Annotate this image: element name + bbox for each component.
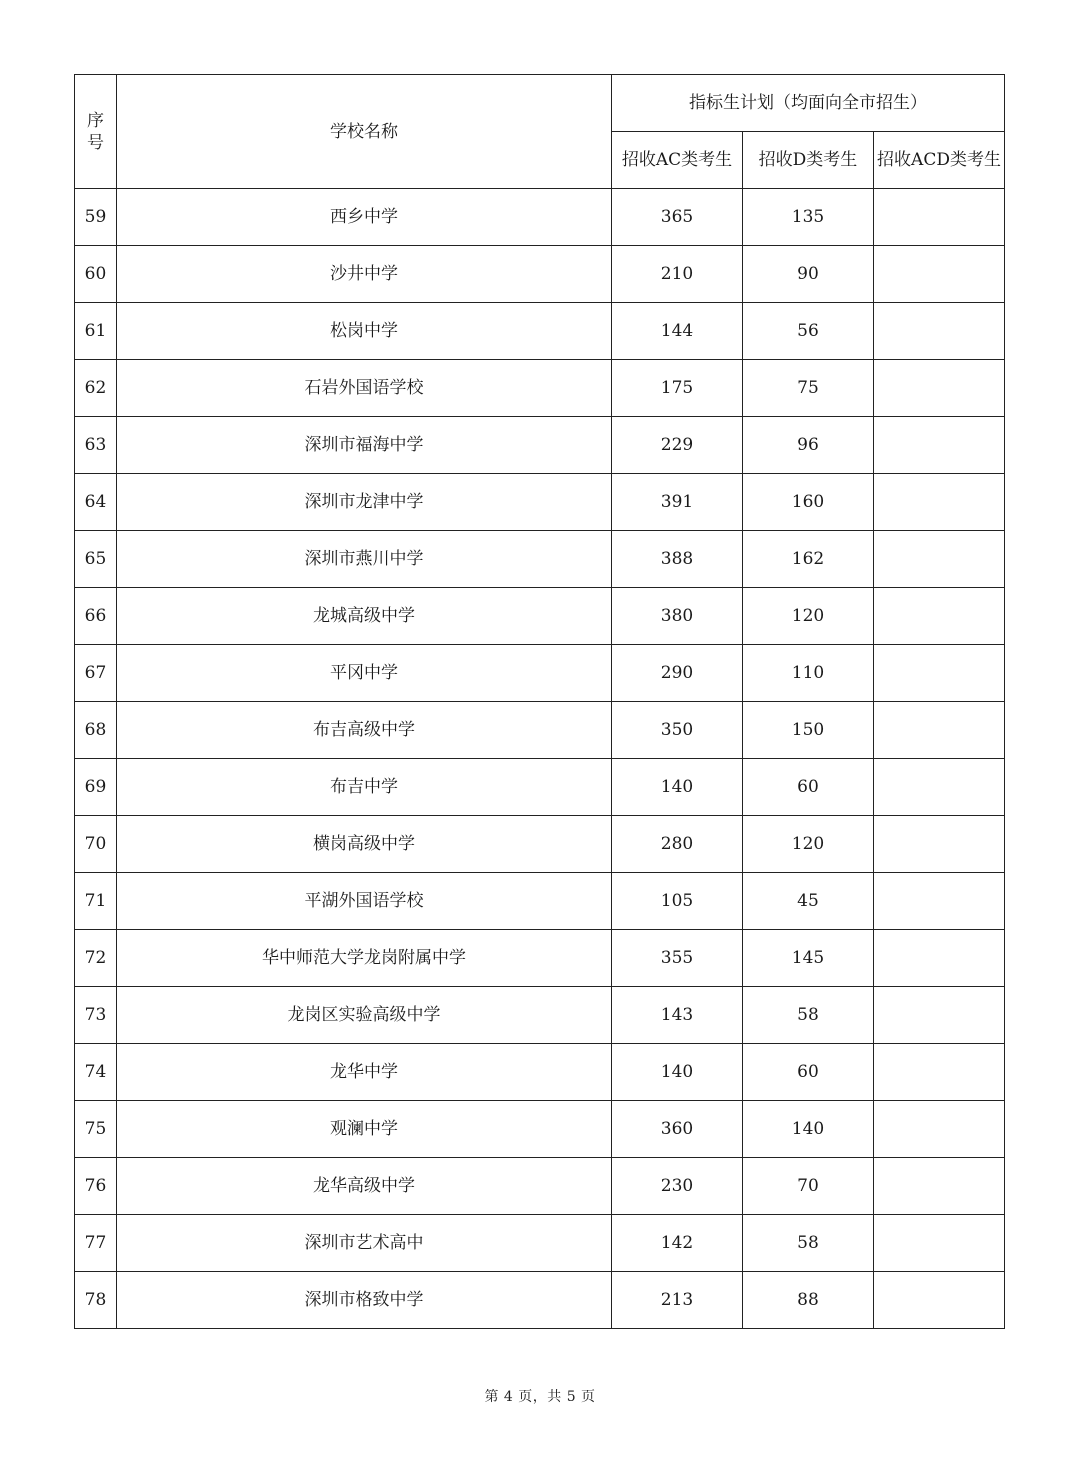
- header-school-name: 学校名称: [117, 75, 612, 189]
- cell-seq: 59: [75, 189, 117, 246]
- cell-ac-count: 365: [612, 189, 743, 246]
- cell-school-name: 龙华高级中学: [117, 1158, 612, 1215]
- table-row: [75, 930, 1005, 987]
- header-seq-bottom: 号: [87, 132, 104, 153]
- cell-ac-count: 229: [612, 417, 743, 474]
- table-header: [75, 75, 1005, 189]
- cell-acd-count: [874, 417, 1005, 474]
- header-seq-top: 序: [87, 110, 104, 131]
- table-row: [75, 1272, 1005, 1329]
- cell-ac-count: 280: [612, 816, 743, 873]
- cell-school-name: 观澜中学: [117, 1101, 612, 1158]
- cell-seq: 70: [75, 816, 117, 873]
- cell-ac-count: 391: [612, 474, 743, 531]
- cell-acd-count: [874, 1215, 1005, 1272]
- table-row: [75, 759, 1005, 816]
- cell-d-count: 96: [743, 417, 874, 474]
- table-row: [75, 189, 1005, 246]
- cell-d-count: 160: [743, 474, 874, 531]
- cell-school-name: 石岩外国语学校: [117, 360, 612, 417]
- cell-ac-count: 143: [612, 987, 743, 1044]
- cell-school-name: 平冈中学: [117, 645, 612, 702]
- table-row: [75, 645, 1005, 702]
- cell-seq: 72: [75, 930, 117, 987]
- cell-school-name: 龙华中学: [117, 1044, 612, 1101]
- cell-school-name: 布吉高级中学: [117, 702, 612, 759]
- table-row: [75, 702, 1005, 759]
- cell-ac-count: 142: [612, 1215, 743, 1272]
- cell-school-name: 西乡中学: [117, 189, 612, 246]
- table-row: [75, 816, 1005, 873]
- cell-d-count: 120: [743, 588, 874, 645]
- cell-d-count: 60: [743, 1044, 874, 1101]
- header-col-ac: 招收AC类考生: [612, 132, 743, 189]
- cell-acd-count: [874, 873, 1005, 930]
- cell-seq: 69: [75, 759, 117, 816]
- quota-plan-table: [74, 74, 1005, 1329]
- cell-school-name: 深圳市燕川中学: [117, 531, 612, 588]
- cell-d-count: 58: [743, 987, 874, 1044]
- cell-d-count: 70: [743, 1158, 874, 1215]
- cell-acd-count: [874, 588, 1005, 645]
- cell-d-count: 140: [743, 1101, 874, 1158]
- cell-d-count: 110: [743, 645, 874, 702]
- cell-ac-count: 350: [612, 702, 743, 759]
- cell-school-name: 深圳市艺术高中: [117, 1215, 612, 1272]
- table-row: [75, 474, 1005, 531]
- cell-ac-count: 388: [612, 531, 743, 588]
- header-col-d: 招收D类考生: [743, 132, 874, 189]
- cell-school-name: 横岗高级中学: [117, 816, 612, 873]
- cell-acd-count: [874, 1272, 1005, 1329]
- cell-seq: 76: [75, 1158, 117, 1215]
- cell-ac-count: 355: [612, 930, 743, 987]
- cell-d-count: 75: [743, 360, 874, 417]
- cell-acd-count: [874, 303, 1005, 360]
- cell-seq: 68: [75, 702, 117, 759]
- cell-d-count: 56: [743, 303, 874, 360]
- header-plan-group: 指标生计划（均面向全市招生）: [612, 75, 1005, 132]
- cell-ac-count: 213: [612, 1272, 743, 1329]
- cell-school-name: 华中师范大学龙岗附属中学: [117, 930, 612, 987]
- cell-school-name: 龙岗区实验高级中学: [117, 987, 612, 1044]
- cell-acd-count: [874, 360, 1005, 417]
- cell-d-count: 60: [743, 759, 874, 816]
- table-row: [75, 873, 1005, 930]
- cell-acd-count: [874, 1101, 1005, 1158]
- table-row: [75, 303, 1005, 360]
- cell-seq: 73: [75, 987, 117, 1044]
- cell-d-count: 162: [743, 531, 874, 588]
- table-row: [75, 987, 1005, 1044]
- page-footer: 第 4 页，共 5 页: [484, 1389, 596, 1405]
- cell-acd-count: [874, 987, 1005, 1044]
- table-row: [75, 1044, 1005, 1101]
- cell-acd-count: [874, 702, 1005, 759]
- cell-ac-count: 290: [612, 645, 743, 702]
- cell-seq: 71: [75, 873, 117, 930]
- table-body: [75, 189, 1005, 1329]
- cell-school-name: 松岗中学: [117, 303, 612, 360]
- cell-ac-count: 380: [612, 588, 743, 645]
- cell-ac-count: 144: [612, 303, 743, 360]
- cell-school-name: 沙井中学: [117, 246, 612, 303]
- cell-school-name: 深圳市格致中学: [117, 1272, 612, 1329]
- table-row: [75, 1215, 1005, 1272]
- table-row: [75, 417, 1005, 474]
- cell-school-name: 龙城高级中学: [117, 588, 612, 645]
- cell-school-name: 深圳市龙津中学: [117, 474, 612, 531]
- cell-d-count: 45: [743, 873, 874, 930]
- cell-seq: 66: [75, 588, 117, 645]
- cell-acd-count: [874, 930, 1005, 987]
- cell-ac-count: 230: [612, 1158, 743, 1215]
- cell-acd-count: [874, 645, 1005, 702]
- cell-school-name: 平湖外国语学校: [117, 873, 612, 930]
- cell-seq: 75: [75, 1101, 117, 1158]
- cell-seq: 62: [75, 360, 117, 417]
- cell-d-count: 58: [743, 1215, 874, 1272]
- cell-seq: 64: [75, 474, 117, 531]
- cell-acd-count: [874, 759, 1005, 816]
- table-row: [75, 588, 1005, 645]
- cell-d-count: 150: [743, 702, 874, 759]
- cell-school-name: 深圳市福海中学: [117, 417, 612, 474]
- cell-seq: 77: [75, 1215, 117, 1272]
- header-col-acd: 招收ACD类考生: [874, 132, 1005, 189]
- cell-seq: 63: [75, 417, 117, 474]
- cell-ac-count: 140: [612, 1044, 743, 1101]
- cell-ac-count: 175: [612, 360, 743, 417]
- cell-ac-count: 105: [612, 873, 743, 930]
- cell-seq: 65: [75, 531, 117, 588]
- header-seq: [75, 75, 117, 189]
- cell-seq: 74: [75, 1044, 117, 1101]
- table-row: [75, 531, 1005, 588]
- cell-ac-count: 140: [612, 759, 743, 816]
- cell-seq: 67: [75, 645, 117, 702]
- cell-d-count: 88: [743, 1272, 874, 1329]
- cell-d-count: 135: [743, 189, 874, 246]
- cell-acd-count: [874, 1044, 1005, 1101]
- cell-acd-count: [874, 189, 1005, 246]
- cell-d-count: 120: [743, 816, 874, 873]
- cell-ac-count: 210: [612, 246, 743, 303]
- table-row: [75, 1101, 1005, 1158]
- table-row: [75, 1158, 1005, 1215]
- cell-d-count: 145: [743, 930, 874, 987]
- cell-seq: 60: [75, 246, 117, 303]
- table-row: [75, 360, 1005, 417]
- cell-acd-count: [874, 816, 1005, 873]
- cell-acd-count: [874, 474, 1005, 531]
- table-row: [75, 246, 1005, 303]
- cell-seq: 61: [75, 303, 117, 360]
- cell-d-count: 90: [743, 246, 874, 303]
- cell-acd-count: [874, 246, 1005, 303]
- cell-acd-count: [874, 1158, 1005, 1215]
- cell-acd-count: [874, 531, 1005, 588]
- cell-ac-count: 360: [612, 1101, 743, 1158]
- cell-school-name: 布吉中学: [117, 759, 612, 816]
- cell-seq: 78: [75, 1272, 117, 1329]
